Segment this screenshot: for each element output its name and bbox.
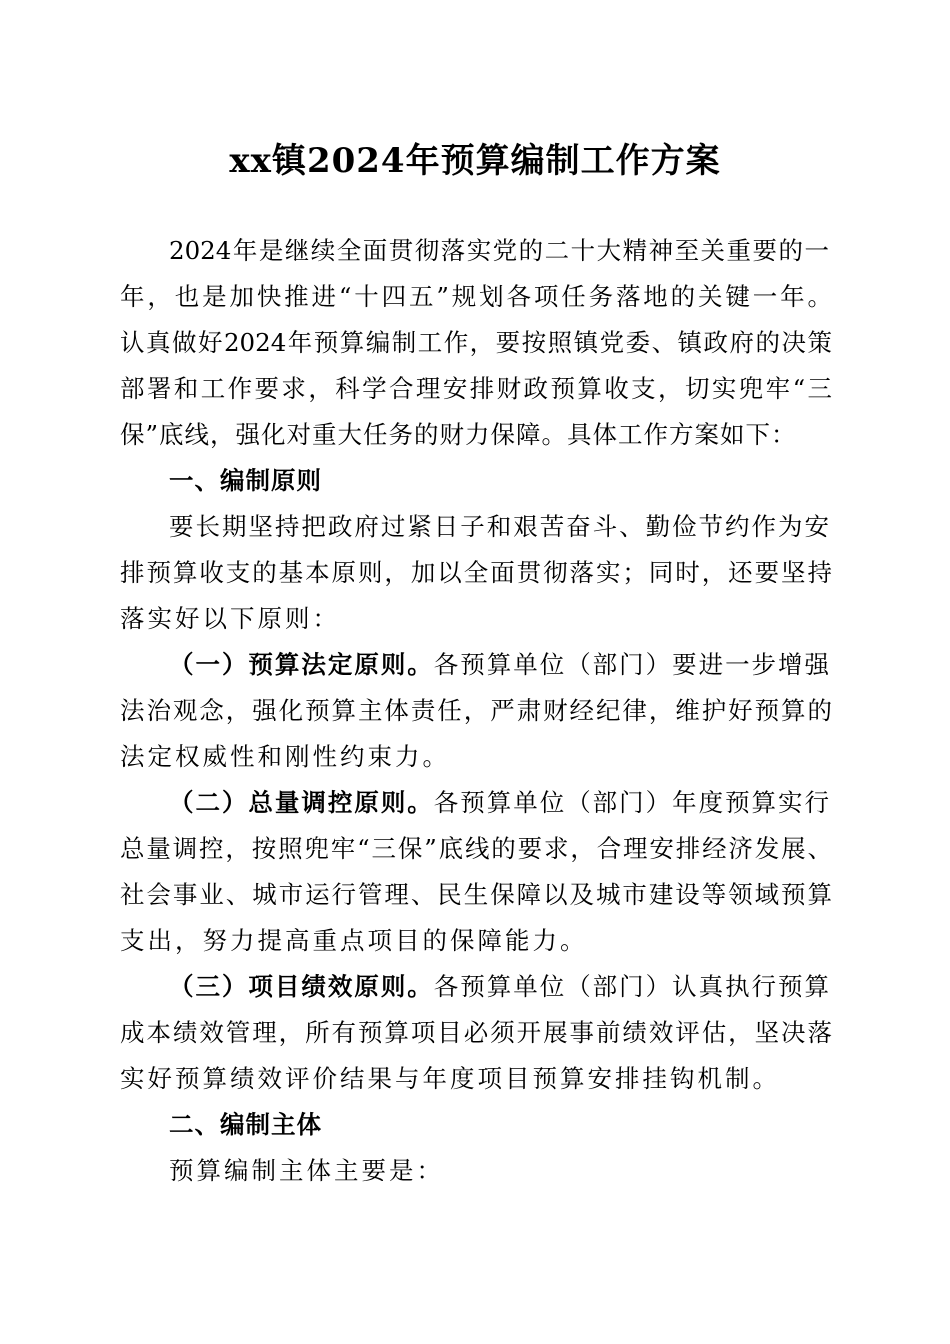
item2-first-line (169, 780, 829, 826)
item2-first-rest: 各预算单位（部门）年度预算实行 (433, 788, 830, 817)
intro-line-4: 部署和工作要求，科学合理安排财政预算收支，切实兜牢“三 (120, 374, 832, 403)
item2-line-2: 总量调控，按照兜牢“三保”底线的要求，合理安排经济发展、 (120, 834, 832, 863)
item3-first-line (169, 964, 829, 1010)
section2-heading: 二、编制主体 (169, 1110, 322, 1139)
item2-line-3: 社会事业、城市运行管理、民生保障以及城市建设等领域预算 (120, 880, 832, 909)
section1-para-line-1: 要长期坚持把政府过紧日子和艰苦奋斗、勤俭节约作为安 (169, 512, 829, 541)
intro-line-1: 2024年是继续全面贯彻落实党的二十大精神至关重要的一 (169, 236, 829, 265)
section1-para-line-2: 排预算收支的基本原则，加以全面贯彻落实；同时，还要坚持 (120, 558, 832, 587)
item2-line-4: 支出，努力提高重点项目的保障能力。 (120, 926, 588, 955)
section1-para-line-3: 落实好以下原则： (120, 604, 340, 633)
item1-line-3: 法定权威性和刚性约束力。 (120, 742, 450, 771)
item3-label: （三）项目绩效原则。 (169, 972, 434, 1001)
item1-label: （一）预算法定原则。 (169, 650, 434, 679)
section1-heading: 一、编制原则 (169, 466, 322, 495)
item1-first-line (169, 642, 829, 688)
intro-line-2: 年，也是加快推进“十四五”规划各项任务落地的关键一年。 (120, 282, 832, 311)
document-title: xx镇2024年预算编制工作方案 (229, 141, 721, 181)
intro-line-5: 保”底线，强化对重大任务的财力保障。具体工作方案如下： (120, 420, 797, 449)
item1-first-rest: 各预算单位（部门）要进一步增强 (433, 650, 830, 679)
item2-label: （二）总量调控原则。 (169, 788, 434, 817)
section2-para-line-1: 预算编制主体主要是： (169, 1156, 444, 1185)
item3-line-2: 成本绩效管理，所有预算项目必须开展事前绩效评估，坚决落 (120, 1018, 832, 1047)
intro-line-3: 认真做好2024年预算编制工作，要按照镇党委、镇政府的决策 (120, 328, 832, 357)
item3-line-3: 实好预算绩效评价结果与年度项目预算安排挂钩机制。 (120, 1064, 780, 1093)
item1-line-2: 法治观念，强化预算主体责任，严肃财经纪律，维护好预算的 (120, 696, 832, 725)
item3-first-rest: 各预算单位（部门）认真执行预算 (433, 972, 830, 1001)
